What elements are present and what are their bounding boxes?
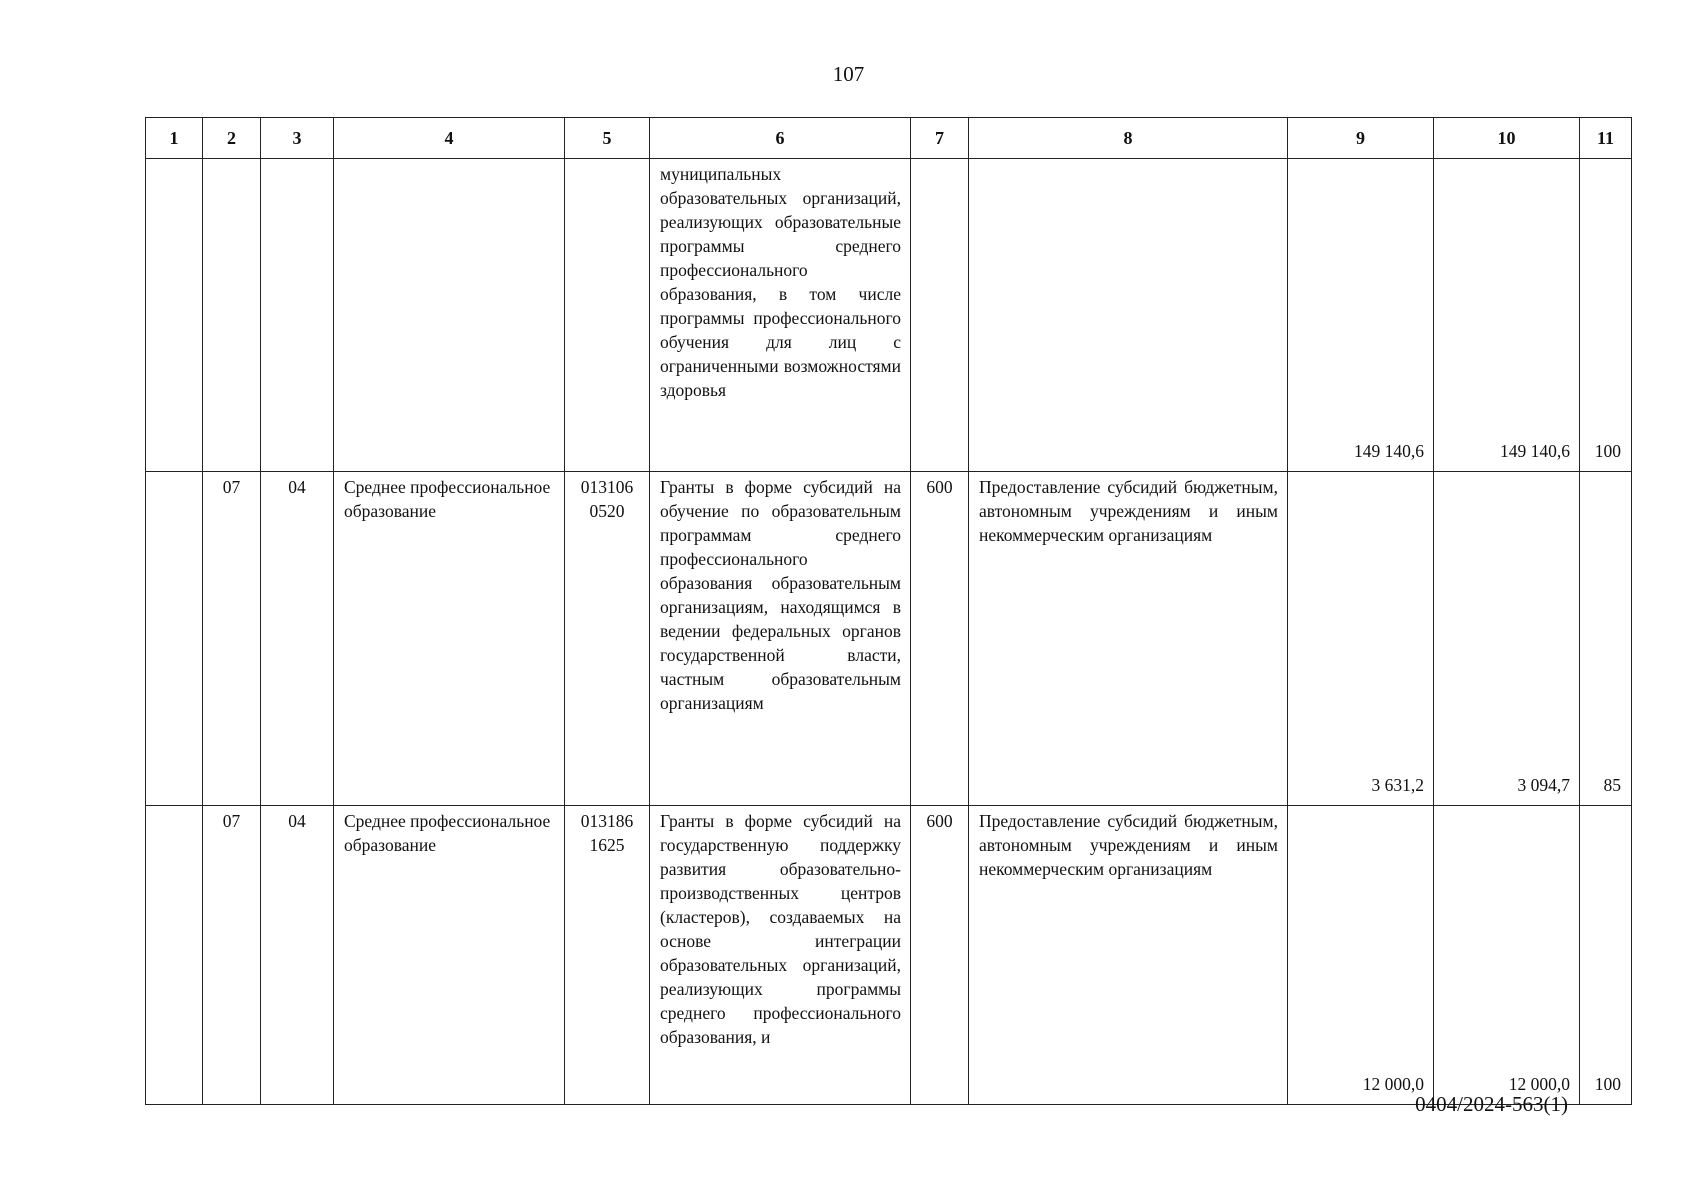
cell-actual-amount: 3 094,7 [1434,472,1580,806]
cell-expense-type-name: Предоставление субсидий бюджетным, автономным учреждениям и иным некоммерческим организациям [969,472,1288,806]
budget-table [145,117,1632,1105]
cell-percent: 85 [1580,472,1632,806]
cell-target-description: Гранты в форме субсидий на обучение по образовательным программам среднего профессионального образования образовательным организациям, находящимся в ведении федеральных органов государственной власти, частным образовательным организациям [650,472,911,806]
cell-percent: 100 [1580,806,1632,1105]
target-code-part1: 013106 [580,477,634,497]
document-code: 0404/2024-563(1) [1415,1092,1568,1116]
cell-expense-type-name [969,159,1288,472]
cell-expense-type-code: 600 [911,472,969,806]
table-header-row [146,118,1632,159]
table-row [146,472,1632,806]
table-row [146,806,1632,1105]
cell-section-name: Среднее профессиональное образование [334,806,565,1105]
target-code-part2: 0520 [589,501,625,521]
column-header-8: 8 [969,118,1288,159]
cell-section [203,159,261,472]
cell-planned-amount: 3 631,2 [1288,472,1434,806]
cell-target-code [565,806,650,1105]
column-header-11: 11 [1580,118,1632,159]
cell-expense-type-name: Предоставление субсидий бюджетным, автономным учреждениям и иным некоммерческим организациям [969,806,1288,1105]
cell-col1 [146,472,203,806]
cell-section: 07 [203,806,261,1105]
cell-subsection: 04 [261,472,334,806]
cell-actual-amount: 12 000,0 [1434,806,1580,1105]
column-header-2: 2 [203,118,261,159]
cell-section: 07 [203,472,261,806]
column-header-9: 9 [1288,118,1434,159]
column-header-7: 7 [911,118,969,159]
cell-col1 [146,159,203,472]
cell-section-name [334,159,565,472]
cell-col1 [146,806,203,1105]
cell-subsection: 04 [261,806,334,1105]
cell-expense-type-code: 600 [911,806,969,1105]
cell-target-code [565,159,650,472]
column-header-5: 5 [565,118,650,159]
cell-expense-type-code [911,159,969,472]
target-code-part2: 1625 [589,835,625,855]
cell-planned-amount: 12 000,0 [1288,806,1434,1105]
cell-subsection [261,159,334,472]
column-header-6: 6 [650,118,911,159]
cell-target-code [565,472,650,806]
target-code-part1: 013186 [580,811,634,831]
cell-target-description: Гранты в форме субсидий на государственную поддержку развития образовательно-производственных центров (кластеров), создаваемых на основе интеграции образовательных организаций, реализующих программы среднего профессионального образования, и [650,806,911,1105]
page-number: 107 [832,62,865,86]
cell-section-name: Среднее профессиональное образование [334,472,565,806]
column-header-10: 10 [1434,118,1580,159]
column-header-1: 1 [146,118,203,159]
cell-target-description: муниципальных образовательных организаций, реализующих образовательные программы среднего профессионального образования, в том числе программы профессионального обучения для лиц с ограниченными возможностями здоровья [650,159,911,472]
column-header-4: 4 [334,118,565,159]
table-row [146,159,1632,472]
cell-percent: 100 [1580,159,1632,472]
cell-actual-amount: 149 140,6 [1434,159,1580,472]
cell-planned-amount: 149 140,6 [1288,159,1434,472]
column-header-3: 3 [261,118,334,159]
